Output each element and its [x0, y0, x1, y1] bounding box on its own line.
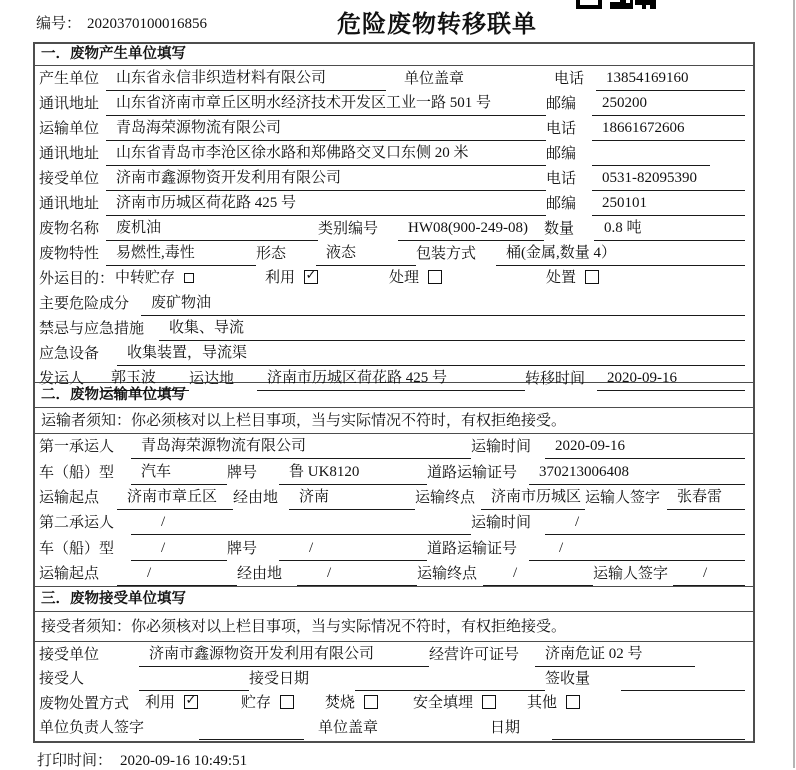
field-label: 运输终点: [417, 565, 478, 582]
field-value: 2020-09-16: [597, 370, 745, 391]
form-row: [39, 166, 745, 191]
form-section: [35, 382, 753, 586]
checkbox-icon: [585, 270, 599, 284]
checkbox-label: 安全填埋: [413, 695, 474, 711]
form-row: [39, 291, 745, 316]
section-header: 二．废物运输单位填写: [35, 382, 753, 408]
field-value: /: [297, 565, 417, 586]
field-label: 电话: [546, 121, 577, 137]
checkbox-group: [241, 691, 325, 716]
serial-label: 编号：: [36, 16, 82, 32]
checkbox-group: [265, 266, 389, 291]
form-row: [39, 191, 745, 216]
field-label: 形态: [256, 246, 287, 262]
qr-module: [646, 5, 650, 9]
field-label: 废物处置方式: [39, 696, 130, 712]
checkbox-group: [115, 266, 265, 291]
field-label: 发运人: [39, 371, 85, 387]
form-row: [39, 485, 745, 510]
form-row: [39, 316, 745, 341]
field-label: 第一承运人: [39, 439, 115, 456]
checkbox-icon: [184, 273, 194, 283]
checkbox-group: [145, 691, 241, 716]
checkbox-icon: [280, 695, 294, 709]
field-label: 电话: [554, 71, 585, 87]
field-value: 汽车: [131, 460, 227, 485]
section-rows: [35, 434, 753, 586]
field-value: 济南: [289, 485, 415, 510]
form-row: [39, 66, 745, 91]
field-value: [199, 719, 304, 740]
checkbox-label: 中转贮存: [115, 270, 176, 286]
field-value: 收集、导流: [159, 316, 745, 341]
field-label: 道路运输证号: [427, 464, 518, 481]
field-label: 转移时间: [525, 371, 586, 387]
field-value: 0531-82095390: [592, 170, 745, 191]
field-label: 日期: [490, 720, 521, 736]
field-value: 2020-09-16: [545, 438, 745, 459]
field-value: /: [131, 514, 471, 535]
checkbox-label: 焚烧: [325, 695, 356, 711]
section-header: 一．废物产生单位填写: [35, 44, 753, 66]
form-row: [39, 216, 745, 241]
field-value: 18661672606: [592, 120, 745, 141]
serial-value: 2020370100016856: [87, 16, 208, 32]
field-value: [552, 719, 745, 740]
field-label: 运输时间: [471, 439, 532, 456]
field-label: 产生单位: [39, 71, 100, 87]
field-label: 废物特性: [39, 246, 100, 262]
field-label: 邮编: [546, 146, 577, 162]
field-value: 370213006408: [529, 464, 745, 485]
checkbox-icon: [566, 695, 580, 709]
field-label: 电话: [546, 171, 577, 187]
checkbox-group: [325, 691, 413, 716]
field-label: 数量: [544, 221, 575, 237]
form-row: [39, 91, 745, 116]
form-row: [39, 667, 745, 691]
section-header: 三．废物接受单位填写: [35, 586, 753, 612]
field-label: 接受人: [39, 671, 85, 687]
field-label: 通讯地址: [39, 196, 100, 212]
form-row: [39, 510, 745, 535]
field-value: 收集装置，导流渠: [117, 341, 745, 366]
field-label: 经由地: [237, 565, 283, 582]
form-row: [39, 535, 745, 560]
field-label: 车（船）型: [39, 540, 115, 557]
field-value: [621, 670, 745, 691]
field-label: 废物名称: [39, 221, 100, 237]
checkbox-label: 其他: [527, 695, 558, 711]
field-value: 废机油: [106, 216, 318, 241]
field-value: 0.8 吨: [594, 216, 745, 241]
field-value: [592, 145, 710, 166]
field-value: 山东省永信非织造材料有限公司: [106, 66, 386, 91]
field-label: 牌号: [227, 540, 258, 557]
field-value: 济南市鑫源物资开发利用有限公司: [139, 642, 429, 667]
field-label: 运输人签字: [593, 565, 669, 582]
section-rows: [35, 66, 753, 387]
form-table: [33, 42, 755, 743]
field-label: 外运目的：: [39, 271, 115, 287]
field-value: 青岛海荣源物流有限公司: [131, 434, 471, 459]
field-label: 包装方式: [416, 246, 477, 262]
field-value: HW08(900-249-08): [398, 220, 544, 241]
checkbox-icon: [428, 270, 442, 284]
checkbox-icon: [482, 695, 496, 709]
checkbox-label: 处置: [546, 270, 577, 286]
field-label: 通讯地址: [39, 146, 100, 162]
field-value: /: [545, 514, 745, 535]
form-row: [39, 241, 745, 266]
field-value: /: [483, 565, 593, 586]
field-value: 济南市历城区荷花路 425 号: [106, 191, 546, 216]
form-row: [39, 691, 745, 716]
form-row: [39, 642, 745, 667]
field-value: 济南市历城区: [481, 485, 585, 510]
qr-module: [626, 0, 630, 3]
field-value: 山东省济南市章丘区明水经济技术开发区工业一路 501 号: [106, 91, 546, 116]
field-label: 禁忌与应急措施: [39, 321, 145, 337]
form-row: [39, 141, 745, 166]
form-row: [39, 561, 745, 586]
field-label: 经由地: [233, 489, 279, 506]
form-row: [39, 341, 745, 366]
print-time: [37, 749, 247, 770]
field-value: 郭玉波: [101, 366, 189, 391]
field-value: /: [529, 540, 745, 561]
checkbox-label: 利用: [145, 695, 176, 711]
field-label: 接受单位: [39, 647, 100, 663]
field-value: [139, 670, 249, 691]
field-value: 山东省青岛市李沧区徐水路和郑佛路交叉口东侧 20 米: [106, 141, 546, 166]
qr-module: [576, 0, 602, 9]
field-value: 250200: [592, 95, 745, 116]
field-value: 废矿物油: [141, 291, 745, 316]
field-label: 运输人签字: [585, 489, 661, 506]
field-label: 接受日期: [249, 671, 310, 687]
field-label: 运输时间: [471, 515, 532, 532]
field-value: [355, 670, 545, 691]
field-label: 邮编: [546, 196, 577, 212]
form-row: [39, 266, 745, 291]
field-label: 主要危险成分: [39, 296, 130, 312]
field-label: 运输单位: [39, 121, 100, 137]
field-value: 济南市历城区荷花路 425 号: [257, 366, 525, 391]
checkbox-label: 处理: [389, 270, 420, 286]
field-label: 接受单位: [39, 171, 100, 187]
static-text: 单位盖章: [318, 720, 379, 736]
field-label: 第二承运人: [39, 515, 115, 532]
field-label: 牌号: [227, 464, 258, 481]
qr-code-fragment: [576, 0, 660, 10]
field-label: 经营许可证号: [429, 647, 520, 663]
form-row: [39, 459, 745, 484]
static-text: 单位盖章: [404, 71, 465, 87]
field-value: 青岛海荣源物流有限公司: [106, 116, 546, 141]
checkbox-group: [546, 266, 745, 291]
form-row: [39, 116, 745, 141]
checkbox-group: [389, 266, 546, 291]
field-label: 运输起点: [39, 489, 100, 506]
field-label: 应急设备: [39, 346, 100, 362]
field-label: 运达地: [189, 371, 235, 387]
form-section: [35, 586, 753, 740]
checkbox-checked-icon: [304, 270, 318, 284]
print-time-value: 2020-09-16 10:49:51: [120, 753, 248, 769]
section-note: 接受者须知：你必须核对以上栏目事项，当与实际情况不符时，有权拒绝接受。: [35, 612, 753, 642]
field-label: 运输起点: [39, 565, 100, 582]
field-label: 类别编号: [318, 221, 379, 237]
field-value: 济南危证 02 号: [535, 642, 695, 667]
field-value: /: [131, 540, 227, 561]
field-value: 易燃性,毒性: [106, 241, 256, 266]
field-value: 液态: [316, 241, 416, 266]
field-label: 车（船）型: [39, 464, 115, 481]
checkbox-group: [527, 691, 745, 716]
section-rows: [35, 642, 753, 740]
field-value: 鲁 UK8120: [279, 460, 427, 485]
field-label: 运输终点: [415, 489, 476, 506]
checkbox-icon: [364, 695, 378, 709]
field-value: 13854169160: [596, 70, 745, 91]
checkbox-checked-icon: [184, 695, 198, 709]
field-value: 济南市鑫源物资开发利用有限公司: [106, 166, 546, 191]
field-label: 通讯地址: [39, 96, 100, 112]
field-value: /: [279, 540, 427, 561]
form-row: [39, 716, 745, 740]
field-label: 签收量: [545, 671, 591, 687]
form-row: [39, 434, 745, 459]
field-value: 张春雷: [667, 485, 745, 510]
serial-number: [36, 12, 207, 33]
field-value: /: [673, 565, 745, 586]
field-value: 桶(金属,数量 4）: [496, 241, 745, 266]
form-section: [35, 44, 753, 387]
window-edge: [793, 0, 795, 768]
checkbox-label: 利用: [265, 270, 296, 286]
field-value: 250101: [592, 195, 745, 216]
checkbox-label: 贮存: [241, 695, 272, 711]
field-label: 单位负责人签字: [39, 720, 145, 736]
checkbox-group: [413, 691, 527, 716]
print-time-label: 打印时间：: [37, 753, 113, 769]
field-label: 道路运输证号: [427, 540, 518, 557]
field-value: 济南市章丘区: [117, 485, 233, 510]
document-title: 危险废物转移联单: [337, 10, 537, 38]
field-label: 邮编: [546, 96, 577, 112]
section-note: 运输者须知：你必须核对以上栏目事项，当与实际情况不符时，有权拒绝接受。: [35, 408, 753, 434]
field-value: /: [117, 565, 237, 586]
